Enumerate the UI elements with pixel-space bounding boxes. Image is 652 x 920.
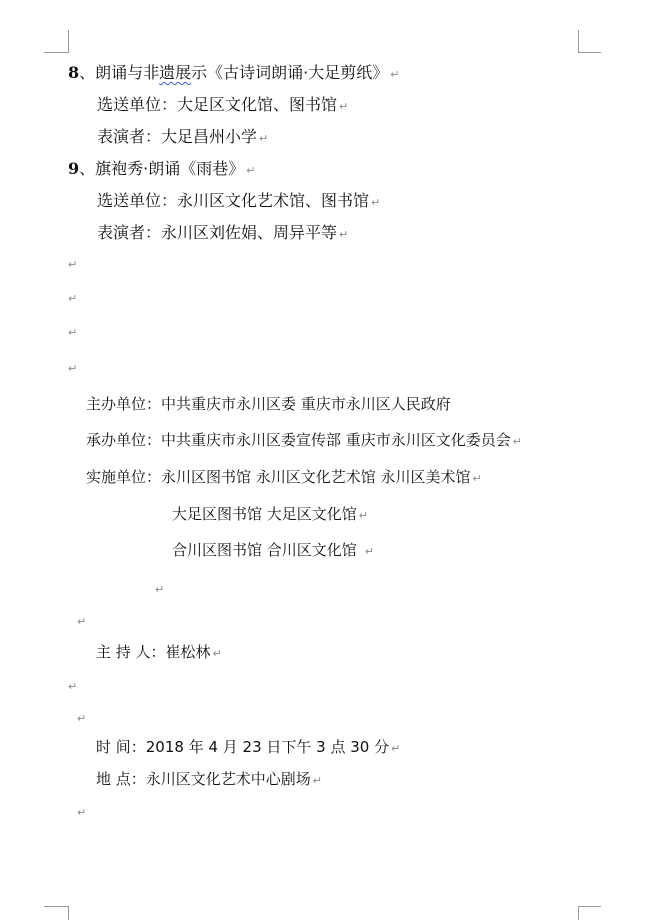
program-item-8-title: 8、朗诵与非遗展示《古诗词朗诵·大足剪纸》 ↵ (68, 63, 400, 82)
crop-mark-top-left (44, 30, 69, 53)
paragraph-mark: ↵ (68, 680, 78, 693)
program-item-number: 9 (68, 159, 80, 178)
paragraph-mark: ↵ (77, 615, 87, 628)
co-host-organizer: 承办单位：中共重庆市永川区委宣传部 重庆市永川区文化委员会 ↵ (86, 431, 522, 449)
paragraph-mark: ↵ (472, 472, 482, 485)
implementing-organizer-line-2: 大足区图书馆 大足区文化馆 ↵ (172, 505, 368, 523)
crop-mark-bottom-left (44, 906, 69, 920)
event-time: 时 间：2018 年 4 月 23 日下午 3 点 30 分 ↵ (96, 738, 401, 756)
paragraph-mark: ↵ (259, 132, 269, 145)
paragraph-mark: ↵ (358, 509, 368, 522)
paragraph-mark: ↵ (339, 228, 349, 241)
paragraph-mark: ↵ (364, 545, 374, 558)
program-item-8-performer: 表演者：大足昌州小学 ↵ (97, 127, 269, 146)
program-item-9-performer: 表演者：永川区刘佐娟、周异平等 ↵ (97, 223, 349, 242)
implementing-organizer: 实施单位：永川区图书馆 永川区文化艺术馆 永川区美术馆 ↵ (86, 468, 482, 486)
host-organizer: 主办单位：中共重庆市永川区委 重庆市永川区人民政府 (86, 395, 451, 413)
paragraph-mark: ↵ (68, 362, 78, 375)
program-item-8-unit: 选送单位：大足区文化馆、图书馆 ↵ (97, 95, 349, 114)
emcee: 主 持 人：崔松林 ↵ (96, 643, 222, 661)
spellcheck-underline: 遗展 (159, 63, 192, 82)
paragraph-mark: ↵ (339, 100, 349, 113)
paragraph-mark: ↵ (77, 806, 87, 819)
crop-mark-top-right (578, 30, 601, 53)
paragraph-mark: ↵ (371, 196, 381, 209)
paragraph-mark: ↵ (68, 292, 78, 305)
event-place: 地 点：永川区文化艺术中心剧场 ↵ (96, 770, 322, 788)
program-item-9-unit: 选送单位：永川区文化艺术馆、图书馆 ↵ (97, 191, 381, 210)
paragraph-mark: ↵ (512, 435, 522, 448)
paragraph-mark: ↵ (155, 583, 165, 596)
program-item-number: 8 (68, 63, 80, 82)
paragraph-mark: ↵ (391, 742, 401, 755)
crop-mark-bottom-right (578, 906, 601, 920)
paragraph-mark: ↵ (68, 326, 78, 339)
paragraph-mark: ↵ (390, 68, 400, 81)
paragraph-mark: ↵ (312, 774, 322, 787)
paragraph-mark: ↵ (212, 647, 222, 660)
paragraph-mark: ↵ (68, 258, 78, 271)
paragraph-mark: ↵ (246, 164, 256, 177)
paragraph-mark: ↵ (77, 712, 87, 725)
implementing-organizer-line-3: 合川区图书馆 合川区文化馆 ↵ (172, 541, 374, 559)
program-item-9-title: 9、旗袍秀·朗诵《雨巷》 ↵ (68, 159, 256, 178)
